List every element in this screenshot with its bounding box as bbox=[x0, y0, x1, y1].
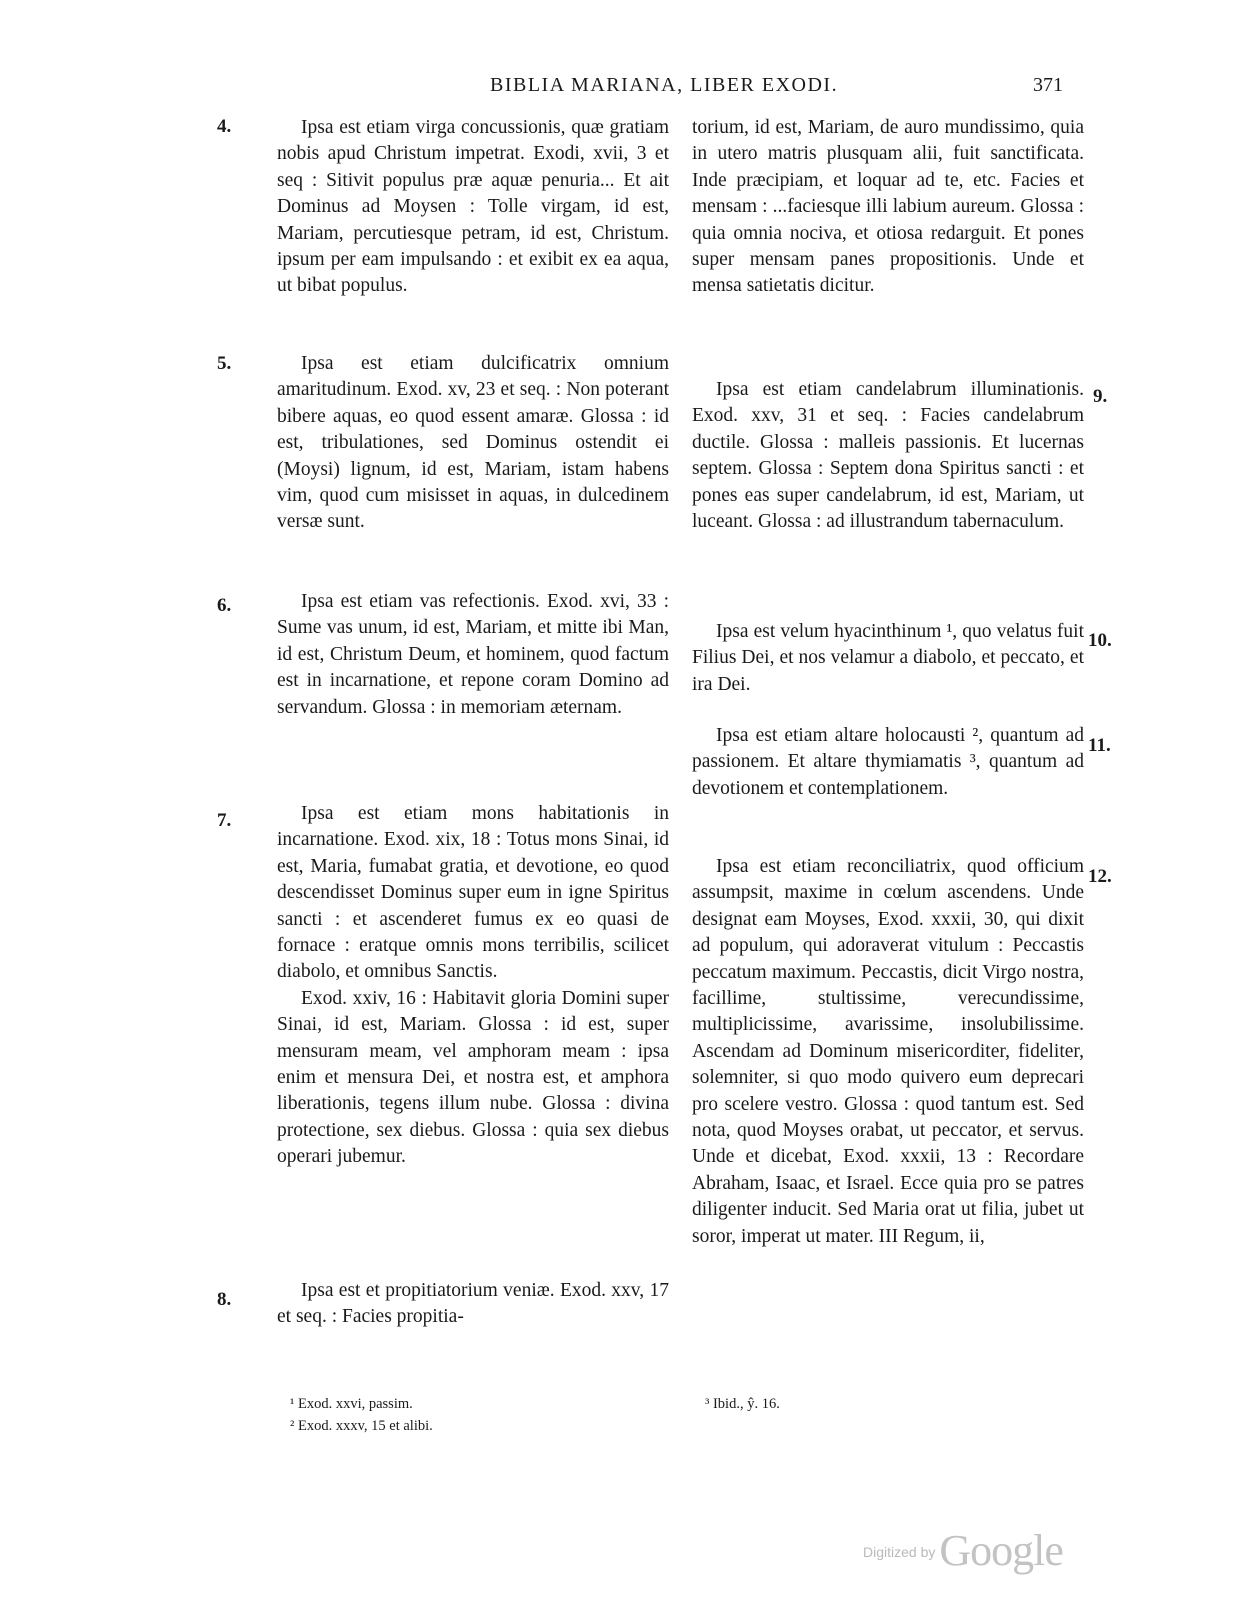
section-8 bbox=[277, 1278, 669, 1331]
section-number: 9. bbox=[1093, 386, 1108, 407]
google-logo: Google bbox=[939, 1526, 1063, 1575]
section-number: 4. bbox=[217, 116, 232, 137]
digitized-by-google-watermark bbox=[863, 1525, 1063, 1576]
section-text: Ipsa est etiam mons habitationis in incarnatione. Exod. xix, 18 : Totus mons Sinai, id est, Maria, fumabat gratia, et devotione, eo quod descendisset Dominus super eum in igne Spiritus sancti : et ascenderet fumus ex eo quasi de fornace : eratque omnis mons terribilis, scilicet diabolo, et omnibus Sanctis. bbox=[277, 803, 669, 983]
section-6 bbox=[277, 589, 669, 721]
section-8-continuation bbox=[692, 115, 1084, 300]
section-text: Ipsa est etiam dulcificatrix omnium amaritudinum. Exod. xv, 23 et seq. : Non poterant bibere aquas, eo quod essent amaræ. Glossa : id est, tribulationes, sed Dominus ostendit ei (Moysi) lignum, id est, Mariam, istam habens vim, quod cum misisset in aquas, in dulcedinem versæ sunt. bbox=[277, 353, 669, 533]
section-4 bbox=[277, 115, 669, 300]
section-text: Ipsa est etiam reconciliatrix, quod officium assumpsit, maxime in cœlum ascendens. Unde designat eam Moyses, Exod. xxxii, 30, qui dixit ad populum, qui adoraverat vitulum : Peccastis peccatum maximum. Peccastis, dicit Virgo nostra, facillime, stultissime, verecundissime, multiplicissime, avarissime, insolubilissime. Ascendam ad Dominum misericorditer, fideliter, solemniter, si quo modo quivero eum deprecari pro scelere vestro. Glossa : quod tantum est. Sed nota, quod Moyses orabat, ut peccator, et servus. Unde et dicebat, Exod. xxxii, 13 : Recordare Abraham, Isaac, et Israel. Ecce quia pro se patres diligenter inducit. Sed Maria orat ut filia, jubet ut soror, imperat ut mater. III Regum, ii, bbox=[692, 856, 1084, 1247]
section-7 bbox=[277, 801, 669, 1171]
footnote: ¹ Exod. xxvi, passim. bbox=[290, 1396, 413, 1412]
section-text: Ipsa est etiam candelabrum illuminationis. Exod. xxv, 31 et seq. : Facies candelabrum ductile. Glossa : malleis passionis. Et lucernas septem. Glossa : Septem dona Spiritus sancti : et pones eas super candelabrum, id est, Mariam, ut luceant. Glossa : ad illustrandum tabernaculum. bbox=[692, 379, 1084, 533]
section-text: torium, id est, Mariam, de auro mundissimo, quia in utero matris plusquam alii, fuit sanctificata. Inde præcipiam, et loquar ad te, etc. Facies et mensam : ...faciesque illi labium aureum. Glossa : quia omnia nociva, et otiosa redarguit. Et pones super mensam panes propositionis. Unde et mensa satietatis dicitur. bbox=[692, 117, 1084, 297]
section-text: Ipsa est etiam virga concussionis, quæ gratiam nobis apud Christum impetrat. Exodi, xvii, 3 et seq : Sitivit populus præ aquæ penuria... Et ait Dominus ad Moysen : Tolle virgam, id est, Mariam, percutiesque petram, id est, Christum. ipsum per eam impulsando : et exibit ex ea aqua, ut bibat populus. bbox=[277, 117, 669, 297]
section-number: 7. bbox=[217, 810, 232, 831]
page-number: 371 bbox=[1033, 74, 1063, 96]
section-number: 11. bbox=[1088, 735, 1111, 756]
section-11 bbox=[692, 723, 1084, 802]
section-text: Ipsa est et propitiatorium veniæ. Exod. xxv, 17 et seq. : Facies propitia- bbox=[277, 1280, 669, 1328]
footnote: ³ Ibid., ŷ. 16. bbox=[705, 1396, 780, 1412]
footnotes-left bbox=[290, 1393, 433, 1437]
section-5 bbox=[277, 351, 669, 536]
section-text: Ipsa est velum hyacinthinum ¹, quo velatus fuit Filius Dei, et nos velamur a diabolo, et peccato, et ira Dei. bbox=[692, 621, 1084, 695]
footnote: ² Exod. xxxv, 15 et alibi. bbox=[290, 1418, 433, 1434]
section-number: 10. bbox=[1088, 630, 1112, 651]
section-text: Ipsa est etiam vas refectionis. Exod. xvi, 33 : Sume vas unum, id est, Mariam, et mitte ibi Man, id est, Christum Deum, et hominem, quod factum est in incarnatione, et repone coram Domino ad servandum. Glossa : in memoriam æternam. bbox=[277, 591, 669, 718]
section-text: Ipsa est etiam altare holocausti ², quantum ad passionem. Et altare thymiamatis ³, quantum ad devotionem et contemplationem. bbox=[692, 725, 1084, 799]
footnotes-right bbox=[705, 1393, 780, 1415]
section-text-continued: Exod. xxiv, 16 : Habitavit gloria Domini super Sinai, id est, Mariam. Glossa : id est, super mensuram meam, vel amphoram meam : ipsa enim et mensura Dei, et nostra est, et amphora liberationis, tegens illum nube. Glossa : divina protectione, sex diebus. Glossa : quia sex diebus operari jubemur. bbox=[277, 987, 669, 1168]
section-12 bbox=[692, 854, 1084, 1250]
running-header: BIBLIA MARIANA, LIBER EXODI. bbox=[490, 74, 839, 96]
digitized-label: Digitized by bbox=[863, 1544, 936, 1560]
section-10 bbox=[692, 619, 1084, 698]
section-number: 6. bbox=[217, 595, 232, 616]
section-number: 8. bbox=[217, 1289, 232, 1310]
section-number: 5. bbox=[217, 353, 232, 374]
section-number: 12. bbox=[1088, 866, 1112, 887]
section-9 bbox=[692, 377, 1084, 535]
